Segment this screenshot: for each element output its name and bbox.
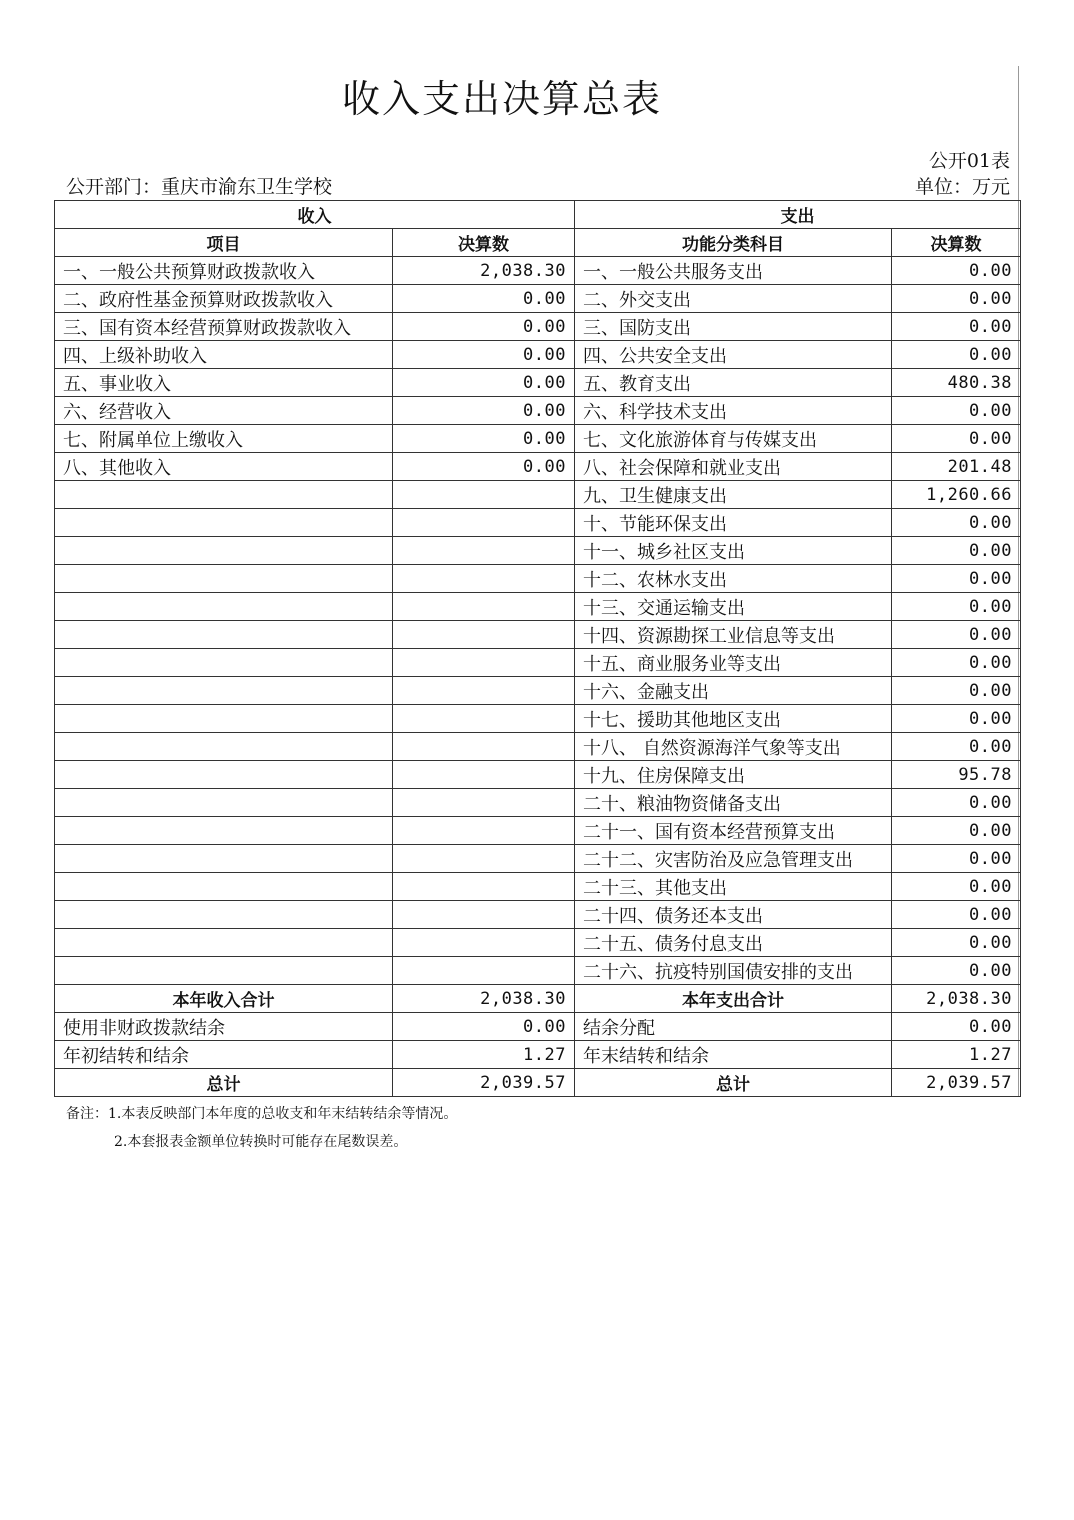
table-row bbox=[55, 621, 1021, 649]
table-row bbox=[55, 509, 1021, 537]
expense-extra-item: 结余分配 bbox=[575, 1013, 892, 1041]
form-number: 公开01表 bbox=[928, 150, 1010, 172]
expense-item-cell: 十一、城乡社区支出 bbox=[575, 537, 892, 565]
expense-item-cell: 十三、交通运输支出 bbox=[575, 593, 892, 621]
table-group-header bbox=[55, 201, 1021, 229]
expense-item-cell: 四、公共安全支出 bbox=[575, 341, 892, 369]
note-line: 2.本套报表金额单位转换时可能存在尾数误差。 bbox=[114, 1134, 408, 1150]
income-subtotal-label: 本年收入合计 bbox=[55, 985, 393, 1013]
table-row bbox=[55, 285, 1021, 313]
income-amount-cell: 0.00 bbox=[393, 341, 575, 369]
total-row bbox=[55, 1069, 1021, 1097]
table-row bbox=[55, 397, 1021, 425]
income-item-cell: 五、事业收入 bbox=[55, 369, 393, 397]
income-item-cell bbox=[55, 789, 393, 817]
income-amount-cell bbox=[393, 845, 575, 873]
expense-amount-cell: 0.00 bbox=[892, 705, 1021, 733]
income-amount-cell: 0.00 bbox=[393, 285, 575, 313]
income-amount-cell bbox=[393, 873, 575, 901]
table-row bbox=[55, 873, 1021, 901]
income-extra-amount: 0.00 bbox=[393, 1013, 575, 1041]
income-item-cell: 八、其他收入 bbox=[55, 453, 393, 481]
income-item-cell bbox=[55, 677, 393, 705]
table-row bbox=[55, 677, 1021, 705]
income-amount-cell bbox=[393, 761, 575, 789]
income-item-cell bbox=[55, 537, 393, 565]
income-total-label: 总计 bbox=[55, 1069, 393, 1097]
expense-extra-amount: 0.00 bbox=[892, 1013, 1021, 1041]
table-row bbox=[55, 845, 1021, 873]
table-row bbox=[55, 481, 1021, 509]
expense-amount-cell: 1,260.66 bbox=[892, 481, 1021, 509]
expense-amount-cell: 0.00 bbox=[892, 733, 1021, 761]
table-row bbox=[55, 929, 1021, 957]
expense-subtotal-amount: 2,038.30 bbox=[892, 985, 1021, 1013]
income-item-cell bbox=[55, 901, 393, 929]
income-item-cell bbox=[55, 761, 393, 789]
income-header: 收入 bbox=[55, 201, 575, 229]
table-row bbox=[55, 453, 1021, 481]
expense-amount-cell: 0.00 bbox=[892, 397, 1021, 425]
expense-amount-cell: 201.48 bbox=[892, 453, 1021, 481]
expense-item-cell: 二十、粮油物资储备支出 bbox=[575, 789, 892, 817]
table-row bbox=[55, 313, 1021, 341]
table-column-header bbox=[55, 229, 1021, 257]
table-row bbox=[55, 705, 1021, 733]
table-row bbox=[55, 341, 1021, 369]
expense-header: 支出 bbox=[575, 201, 1021, 229]
expense-subtotal-label: 本年支出合计 bbox=[575, 985, 892, 1013]
income-item-cell bbox=[55, 957, 393, 985]
table-row bbox=[55, 957, 1021, 985]
table-row bbox=[55, 649, 1021, 677]
income-subtotal-amount: 2,038.30 bbox=[393, 985, 575, 1013]
col-item-header: 项目 bbox=[55, 229, 393, 257]
expense-item-cell: 十九、住房保障支出 bbox=[575, 761, 892, 789]
income-item-cell bbox=[55, 817, 393, 845]
income-item-cell bbox=[55, 481, 393, 509]
income-item-cell bbox=[55, 733, 393, 761]
income-amount-cell bbox=[393, 677, 575, 705]
expense-item-cell: 十四、资源勘探工业信息等支出 bbox=[575, 621, 892, 649]
income-amount-cell bbox=[393, 957, 575, 985]
income-item-cell: 一、一般公共预算财政拨款收入 bbox=[55, 257, 393, 285]
department-label: 公开部门：重庆市渝东卫生学校 bbox=[66, 176, 333, 198]
income-item-cell bbox=[55, 565, 393, 593]
income-amount-cell: 2,038.30 bbox=[393, 257, 575, 285]
income-amount-cell bbox=[393, 481, 575, 509]
income-item-cell bbox=[55, 509, 393, 537]
income-item-cell bbox=[55, 705, 393, 733]
expense-item-cell: 八、社会保障和就业支出 bbox=[575, 453, 892, 481]
expense-amount-cell: 0.00 bbox=[892, 845, 1021, 873]
expense-item-cell: 十六、金融支出 bbox=[575, 677, 892, 705]
expense-amount-cell: 0.00 bbox=[892, 621, 1021, 649]
expense-total-amount: 2,039.57 bbox=[892, 1069, 1021, 1097]
income-amount-cell bbox=[393, 817, 575, 845]
table-body bbox=[55, 257, 1021, 985]
income-total-amount: 2,039.57 bbox=[393, 1069, 575, 1097]
expense-item-cell: 二十五、债务付息支出 bbox=[575, 929, 892, 957]
extra-row bbox=[55, 1013, 1021, 1041]
subtotal-row bbox=[55, 985, 1021, 1013]
income-amount-cell: 0.00 bbox=[393, 369, 575, 397]
income-item-cell: 三、国有资本经营预算财政拨款收入 bbox=[55, 313, 393, 341]
table-row bbox=[55, 425, 1021, 453]
expense-item-cell: 十、节能环保支出 bbox=[575, 509, 892, 537]
expense-amount-cell: 0.00 bbox=[892, 593, 1021, 621]
income-amount-cell bbox=[393, 509, 575, 537]
income-amount-cell bbox=[393, 593, 575, 621]
expense-amount-cell: 0.00 bbox=[892, 901, 1021, 929]
col-amount2-header: 决算数 bbox=[892, 229, 1021, 257]
income-amount-cell: 0.00 bbox=[393, 397, 575, 425]
col-amount-header: 决算数 bbox=[393, 229, 575, 257]
table-row bbox=[55, 593, 1021, 621]
col-category-header: 功能分类科目 bbox=[575, 229, 892, 257]
expense-extra-item: 年末结转和结余 bbox=[575, 1041, 892, 1069]
expense-item-cell: 七、文化旅游体育与传媒支出 bbox=[575, 425, 892, 453]
note-line: 备注：1.本表反映部门本年度的总收支和年末结转结余等情况。 bbox=[66, 1106, 458, 1122]
income-item-cell: 六、经营收入 bbox=[55, 397, 393, 425]
income-expense-table bbox=[54, 200, 1021, 1097]
table-row bbox=[55, 733, 1021, 761]
expense-amount-cell: 0.00 bbox=[892, 817, 1021, 845]
income-amount-cell: 0.00 bbox=[393, 453, 575, 481]
expense-item-cell: 五、教育支出 bbox=[575, 369, 892, 397]
expense-item-cell: 六、科学技术支出 bbox=[575, 397, 892, 425]
table-row bbox=[55, 761, 1021, 789]
income-amount-cell bbox=[393, 733, 575, 761]
income-amount-cell bbox=[393, 537, 575, 565]
expense-amount-cell: 0.00 bbox=[892, 789, 1021, 817]
income-item-cell bbox=[55, 845, 393, 873]
income-item-cell: 二、政府性基金预算财政拨款收入 bbox=[55, 285, 393, 313]
expense-amount-cell: 0.00 bbox=[892, 341, 1021, 369]
expense-item-cell: 十五、商业服务业等支出 bbox=[575, 649, 892, 677]
income-amount-cell bbox=[393, 621, 575, 649]
income-amount-cell bbox=[393, 929, 575, 957]
expense-item-cell: 十七、援助其他地区支出 bbox=[575, 705, 892, 733]
income-item-cell bbox=[55, 649, 393, 677]
expense-item-cell: 三、国防支出 bbox=[575, 313, 892, 341]
table-row bbox=[55, 537, 1021, 565]
expense-amount-cell: 0.00 bbox=[892, 285, 1021, 313]
expense-item-cell: 二十四、债务还本支出 bbox=[575, 901, 892, 929]
income-item-cell bbox=[55, 621, 393, 649]
income-item-cell bbox=[55, 929, 393, 957]
expense-item-cell: 十八、 自然资源海洋气象等支出 bbox=[575, 733, 892, 761]
income-amount-cell: 0.00 bbox=[393, 425, 575, 453]
table-row bbox=[55, 817, 1021, 845]
expense-amount-cell: 0.00 bbox=[892, 537, 1021, 565]
table-row bbox=[55, 565, 1021, 593]
expense-item-cell: 二十六、抗疫特别国债安排的支出 bbox=[575, 957, 892, 985]
expense-amount-cell: 0.00 bbox=[892, 313, 1021, 341]
extra-row bbox=[55, 1041, 1021, 1069]
income-item-cell: 四、上级补助收入 bbox=[55, 341, 393, 369]
income-amount-cell bbox=[393, 705, 575, 733]
expense-amount-cell: 0.00 bbox=[892, 649, 1021, 677]
expense-item-cell: 十二、农林水支出 bbox=[575, 565, 892, 593]
expense-amount-cell: 0.00 bbox=[892, 565, 1021, 593]
income-extra-item: 使用非财政拨款结余 bbox=[55, 1013, 393, 1041]
income-amount-cell: 0.00 bbox=[393, 313, 575, 341]
table-row bbox=[55, 257, 1021, 285]
page-title: 收入支出决算总表 bbox=[341, 77, 662, 121]
unit-label: 单位：万元 bbox=[914, 176, 1010, 198]
expense-item-cell: 二、外交支出 bbox=[575, 285, 892, 313]
expense-amount-cell: 0.00 bbox=[892, 957, 1021, 985]
notes bbox=[66, 1100, 457, 1156]
expense-amount-cell: 0.00 bbox=[892, 425, 1021, 453]
income-item-cell bbox=[55, 873, 393, 901]
expense-total-label: 总计 bbox=[575, 1069, 892, 1097]
table-row bbox=[55, 901, 1021, 929]
expense-amount-cell: 0.00 bbox=[892, 873, 1021, 901]
income-item-cell bbox=[55, 593, 393, 621]
expense-item-cell: 九、卫生健康支出 bbox=[575, 481, 892, 509]
expense-amount-cell: 0.00 bbox=[892, 929, 1021, 957]
income-amount-cell bbox=[393, 649, 575, 677]
expense-item-cell: 二十三、其他支出 bbox=[575, 873, 892, 901]
expense-amount-cell: 0.00 bbox=[892, 677, 1021, 705]
expense-item-cell: 二十一、国有资本经营预算支出 bbox=[575, 817, 892, 845]
income-amount-cell bbox=[393, 789, 575, 817]
expense-amount-cell: 0.00 bbox=[892, 257, 1021, 285]
expense-amount-cell: 95.78 bbox=[892, 761, 1021, 789]
expense-amount-cell: 480.38 bbox=[892, 369, 1021, 397]
table-row bbox=[55, 789, 1021, 817]
expense-item-cell: 二十二、灾害防治及应急管理支出 bbox=[575, 845, 892, 873]
income-item-cell: 七、附属单位上缴收入 bbox=[55, 425, 393, 453]
income-extra-item: 年初结转和结余 bbox=[55, 1041, 393, 1069]
income-amount-cell bbox=[393, 565, 575, 593]
expense-amount-cell: 0.00 bbox=[892, 509, 1021, 537]
table-row bbox=[55, 369, 1021, 397]
expense-extra-amount: 1.27 bbox=[892, 1041, 1021, 1069]
table-footer bbox=[55, 985, 1021, 1097]
expense-item-cell: 一、一般公共服务支出 bbox=[575, 257, 892, 285]
income-amount-cell bbox=[393, 901, 575, 929]
income-extra-amount: 1.27 bbox=[393, 1041, 575, 1069]
